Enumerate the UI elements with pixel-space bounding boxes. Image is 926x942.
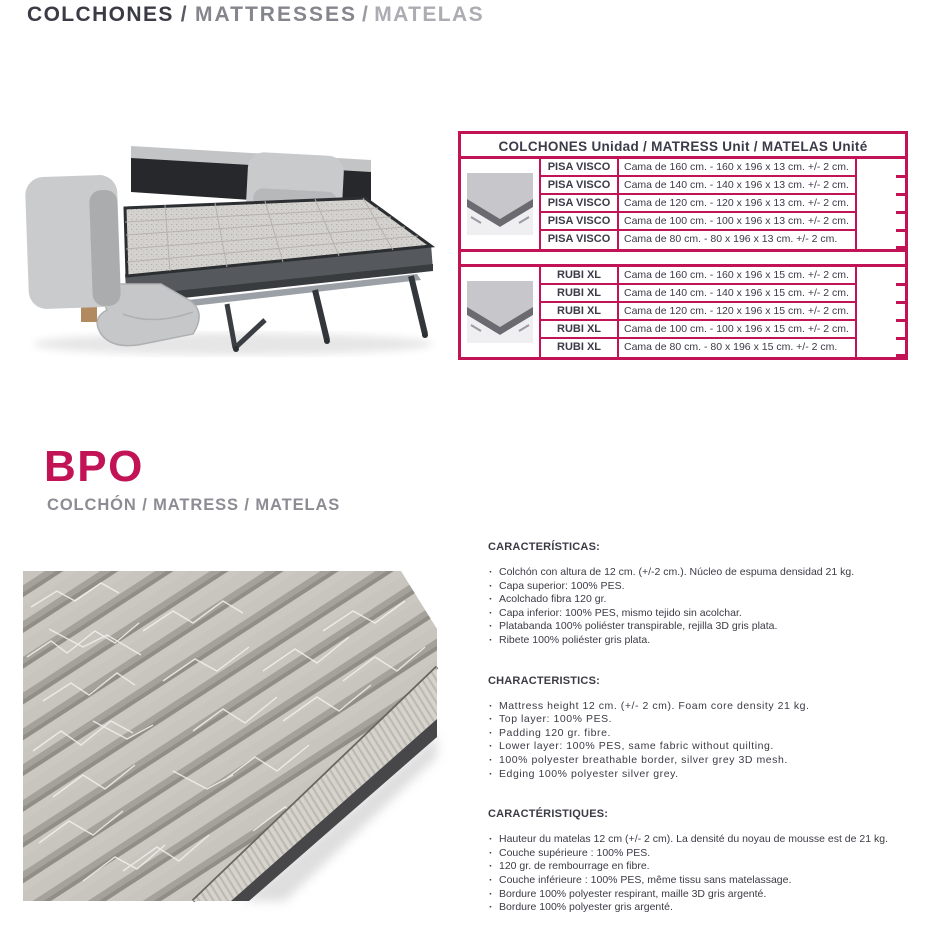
mattress-size-table	[458, 131, 908, 360]
size-desc-cell: Cama de 80 cm. - 80 x 196 x 13 cm. +/- 2 cm.	[619, 231, 857, 249]
size-desc-cell: Cama de 80 cm. - 80 x 196 x 15 cm. +/- 2 cm.	[619, 339, 857, 357]
catalog-title-fr: MATELAS	[374, 3, 484, 26]
model-name-cell: PISA VISCO	[541, 177, 619, 195]
model-name-cell: RUBI XL	[541, 267, 619, 285]
product-name: BPO	[44, 442, 144, 491]
bullet-list	[488, 566, 924, 648]
section-caracteristiques	[488, 808, 924, 915]
bullet-item: · 120 gr. de rembourrage en fibre.	[488, 860, 924, 874]
model-name-cell: PISA VISCO	[541, 213, 619, 231]
section-caracteristicas	[488, 541, 924, 648]
size-desc-cell: Cama de 100 cm. - 100 x 196 x 13 cm. +/- 2 cm.	[619, 213, 857, 231]
bullet-item: · Ribete 100% poliéster gris plata.	[488, 634, 924, 648]
product-subtitle: COLCHÓN / MATRESS / MATELAS	[47, 496, 341, 514]
size-desc-cell: Cama de 120 cm. - 120 x 196 x 13 cm. +/- 2 cm.	[619, 195, 857, 213]
title-separator: /	[362, 3, 370, 26]
model-name-cell: PISA VISCO	[541, 195, 619, 213]
size-desc-cell: Cama de 160 cm. - 160 x 196 x 15 cm. +/- 2 cm.	[619, 267, 857, 285]
bullet-item: · 100% polyester breathable border, silver grey 3D mesh.	[488, 754, 924, 768]
price-column-empty	[857, 159, 905, 249]
characteristics-panel	[488, 541, 924, 942]
section-heading: CHARACTERISTICS:	[488, 674, 600, 687]
bullet-item: · Mattress height 12 cm. (+/- 2 cm). Foam core density 21 kg.	[488, 700, 924, 714]
bullet-item: · Platabanda 100% poliéster transpirable, rejilla 3D gris plata.	[488, 620, 924, 634]
model-name-cell: RUBI XL	[541, 285, 619, 303]
catalog-title-en: MATTRESSES	[195, 3, 357, 26]
section-characteristics	[488, 675, 924, 782]
size-desc-cell: Cama de 140 cm. - 140 x 196 x 13 cm. +/- 2 cm.	[619, 177, 857, 195]
bullet-item: · Bordure 100% polyester respirant, maille 3D gris argenté.	[488, 888, 924, 902]
model-name-cell: PISA VISCO	[541, 159, 619, 177]
section-heading: CARACTÉRISTIQUES:	[488, 808, 609, 821]
bullet-list	[488, 700, 924, 782]
catalog-title	[27, 3, 484, 27]
section-heading: CARACTERÍSTICAS:	[488, 541, 600, 553]
mattress-closeup-photo	[23, 571, 437, 901]
model-name-cell: RUBI XL	[541, 303, 619, 321]
model-name-cell: RUBI XL	[541, 321, 619, 339]
mattress-thumb-photo	[461, 159, 541, 249]
size-desc-cell: Cama de 140 cm. - 140 x 196 x 15 cm. +/- 2 cm.	[619, 285, 857, 303]
table-group-gap	[461, 252, 905, 264]
size-desc-cell: Cama de 120 cm. - 120 x 196 x 15 cm. +/- 2 cm.	[619, 303, 857, 321]
bullet-item: · Padding 120 gr. fibre.	[488, 727, 924, 741]
bullet-item: · Edging 100% polyester silver grey.	[488, 768, 924, 782]
title-separator: /	[180, 3, 189, 26]
bullet-item: · Couche supérieure : 100% PES.	[488, 847, 924, 861]
bullet-item: · Colchón con altura de 12 cm. (+/-2 cm.). Núcleo de espuma densidad 21 kg.	[488, 566, 924, 580]
bullet-item: · Lower layer: 100% PES, same fabric without quilting.	[488, 740, 924, 754]
catalog-title-es: COLCHONES	[27, 3, 174, 26]
bullet-item: · Capa superior: 100% PES.	[488, 580, 924, 594]
bullet-item: · Hauteur du matelas 12 cm (+/- 2 cm). La densité du noyau de mousse est de 21 kg.	[488, 833, 924, 847]
size-desc-cell: Cama de 100 cm. - 100 x 196 x 15 cm. +/- 2 cm.	[619, 321, 857, 339]
table-group-pisa-visco	[461, 159, 905, 252]
size-desc-cell: Cama de 160 cm. - 160 x 196 x 13 cm. +/- 2 cm.	[619, 159, 857, 177]
bullet-item: · Top layer: 100% PES.	[488, 713, 924, 727]
table-title: COLCHONES Unidad / MATRESS Unit / MATELAS Unité	[461, 134, 905, 159]
model-name-cell: PISA VISCO	[541, 231, 619, 249]
price-column-empty	[857, 267, 905, 357]
bullet-item: · Acolchado fibra 120 gr.	[488, 593, 924, 607]
model-name-cell: RUBI XL	[541, 339, 619, 357]
sofa-bed-photo	[15, 128, 450, 360]
bullet-item: · Bordure 100% polyester gris argenté.	[488, 901, 924, 915]
bullet-item: · Capa inferior: 100% PES, mismo tejido sin acolchar.	[488, 607, 924, 621]
bullet-item: · Couche inférieure : 100% PES, même tissu sans matelassage.	[488, 874, 924, 888]
table-group-rubi-xl	[461, 264, 905, 357]
bullet-list	[488, 833, 924, 915]
mattress-thumb-photo	[461, 267, 541, 357]
